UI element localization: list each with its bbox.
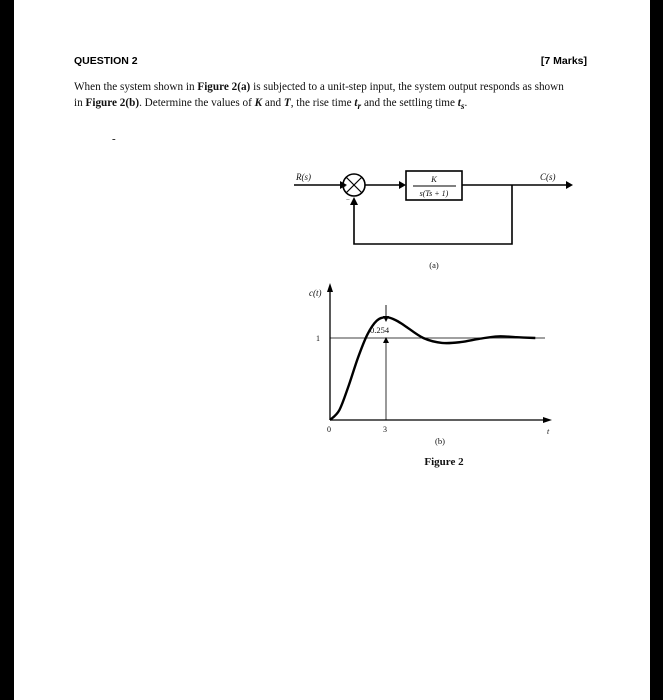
response-plot (327, 283, 552, 423)
overshoot-label: 0.254 (370, 325, 390, 335)
x-axis-label: t (547, 427, 550, 436)
fig-a-ref: Figure 2(a) (197, 81, 251, 93)
x-tick-0: 0 (327, 425, 331, 434)
tf-denominator: s(Ts + 1) (419, 189, 449, 198)
block-arrow (399, 181, 406, 189)
x-axis-arrow (543, 417, 552, 423)
stray-mark: - (112, 133, 116, 145)
fig-b-ref: Figure 2(b) (85, 96, 140, 109)
response-curve (330, 317, 535, 420)
output-label: C(s) (540, 172, 556, 182)
caption-b: (b) (435, 436, 445, 446)
feedback-arrow (350, 197, 358, 205)
minus-sign: − (346, 196, 350, 204)
question-text: When the system shown in Figure 2(a) is subjected to a unit-step input, the system output responds as shown in Figure 2(b). Determine the values of K and T, the rise time $t_r$ and the settling time $t_s$. (74, 81, 564, 112)
caption-a: (a) (429, 260, 439, 270)
tf-numerator: K (431, 174, 437, 184)
y-tick-1: 1 (316, 334, 320, 343)
plus-sign: + (342, 183, 346, 191)
question-marks: [7 Marks] (540, 55, 587, 67)
figure-title: Figure 2 (424, 456, 464, 468)
question-heading: QUESTION 2 (74, 55, 138, 67)
x-tick-3: 3 (383, 425, 387, 434)
y-axis-arrow (327, 283, 333, 292)
y-axis-label: c(t) (309, 288, 322, 298)
output-arrow (566, 181, 573, 189)
input-label: R(s) (296, 172, 311, 182)
